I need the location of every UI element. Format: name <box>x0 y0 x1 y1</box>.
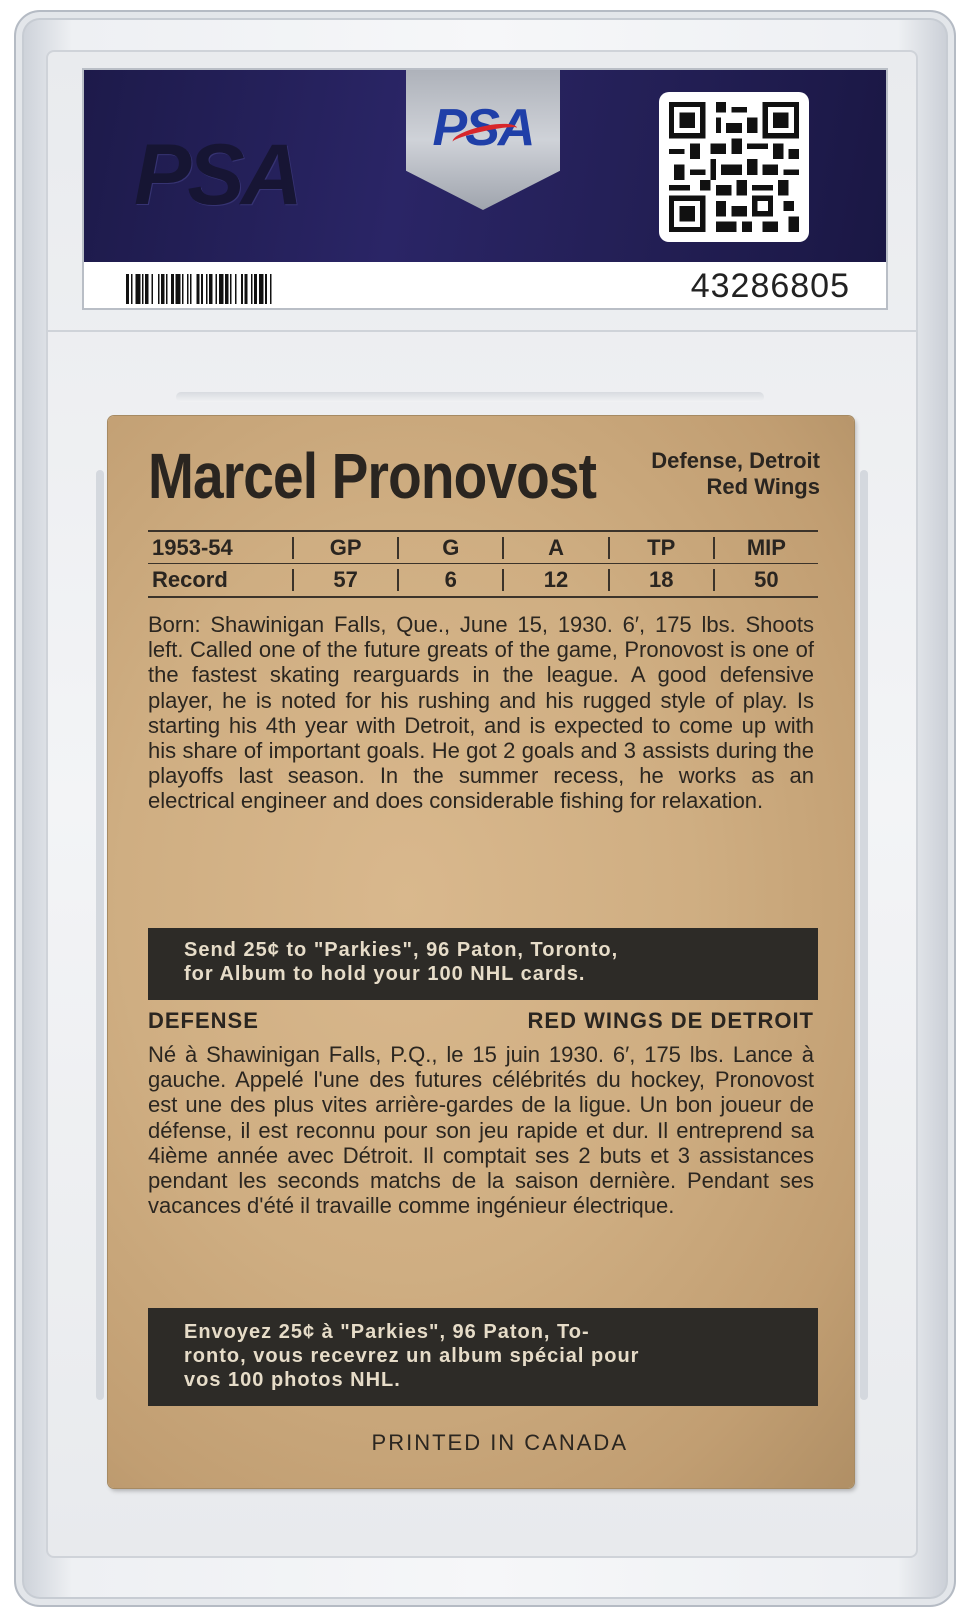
stats-header-a: A <box>502 537 607 559</box>
stats-header-g: G <box>397 537 502 559</box>
qr-code-icon <box>659 92 809 242</box>
slab-divider <box>46 330 918 332</box>
promo-french-line3: vos 100 photos NHL. <box>184 1369 401 1391</box>
card-holder-rail-right <box>860 470 868 1400</box>
printed-in-canada: PRINTED IN CANADA <box>371 1430 628 1455</box>
stats-season: 1953-54 <box>152 534 233 560</box>
position-line2: Red Wings <box>706 474 820 499</box>
psa-label <box>82 68 888 310</box>
player-position <box>590 448 820 500</box>
stats-value-a: 12 <box>502 569 607 591</box>
card-holder-rail-left <box>96 470 104 1400</box>
bio-english: Born: Shawinigan Falls, Que., June 15, 1930. 6′, 175 lbs. Shoots left. Called one of the future greats of the game, Pronovost is one of the fastest skating rearguards in the league. A good defensive player, he is noted for his rushing and his rugged style of play. Is starting his 4th year with Detroit, and is expected to come up with his share of important goals. He got 2 goals and 3 assists during the playoffs last season. In the summer recess, he works as an electrical engineer and does considerable fishing for relaxation. <box>148 612 814 814</box>
stats-value-row <box>148 564 818 598</box>
promo-english-line2: for Album to hold your 100 NHL cards. <box>184 963 586 985</box>
psa-hologram: PSA <box>134 127 299 223</box>
promo-english <box>148 928 818 1000</box>
card-holder-rail-top <box>176 392 764 402</box>
promo-english-line1: Send 25¢ to "Parkies", 96 Paton, Toronto, <box>184 939 619 961</box>
bio-french: Né à Shawinigan Falls, P.Q., le 15 juin 1930. 6′, 175 lbs. Lance à gauche. Appelé l'une des futures célébrités du hockey, Pronovost est une des plus vites arrière-gardes de la ligue. Un bon joueur de défense, il est reconnu pour son jeu rapide et dur. Il entreprend sa 4ième année avec Détroit. Il comptait ses 2 buts et 3 assistances pendant les seconds matchs de la saison dernière. Pendant ses vacances d'été il travaille comme ingénieur électrique. <box>148 1042 814 1219</box>
player-name: Marcel Pronovost <box>148 440 597 512</box>
stats-value-tp: 18 <box>608 569 713 591</box>
promo-french-line1: Envoyez 25¢ à "Parkies", 96 Paton, To- <box>184 1321 590 1343</box>
psa-logo: PSA <box>432 99 534 157</box>
cert-number: 43286805 <box>690 267 850 305</box>
stats-header-mip: MIP <box>713 537 818 559</box>
french-heading <box>148 1006 814 1036</box>
label-band <box>84 70 886 262</box>
stats-header-gp: GP <box>292 537 397 559</box>
french-heading-position: DEFENSE <box>148 1008 259 1033</box>
barcode-icon <box>126 274 324 304</box>
promo-french <box>148 1308 818 1406</box>
stats-value-g: 6 <box>397 569 502 591</box>
stats-header-row <box>148 530 818 564</box>
stats-record-label: Record <box>152 567 228 592</box>
position-line1: Defense, Detroit <box>651 448 820 473</box>
stats-value-mip: 50 <box>713 569 818 591</box>
hockey-card-back <box>108 416 854 1488</box>
stats-header-tp: TP <box>608 537 713 559</box>
french-heading-team: RED WINGS DE DETROIT <box>527 1008 814 1033</box>
promo-french-line2: ronto, vous recevrez un album spécial pour <box>184 1345 640 1367</box>
stats-table <box>148 530 818 600</box>
stats-value-gp: 57 <box>292 569 397 591</box>
